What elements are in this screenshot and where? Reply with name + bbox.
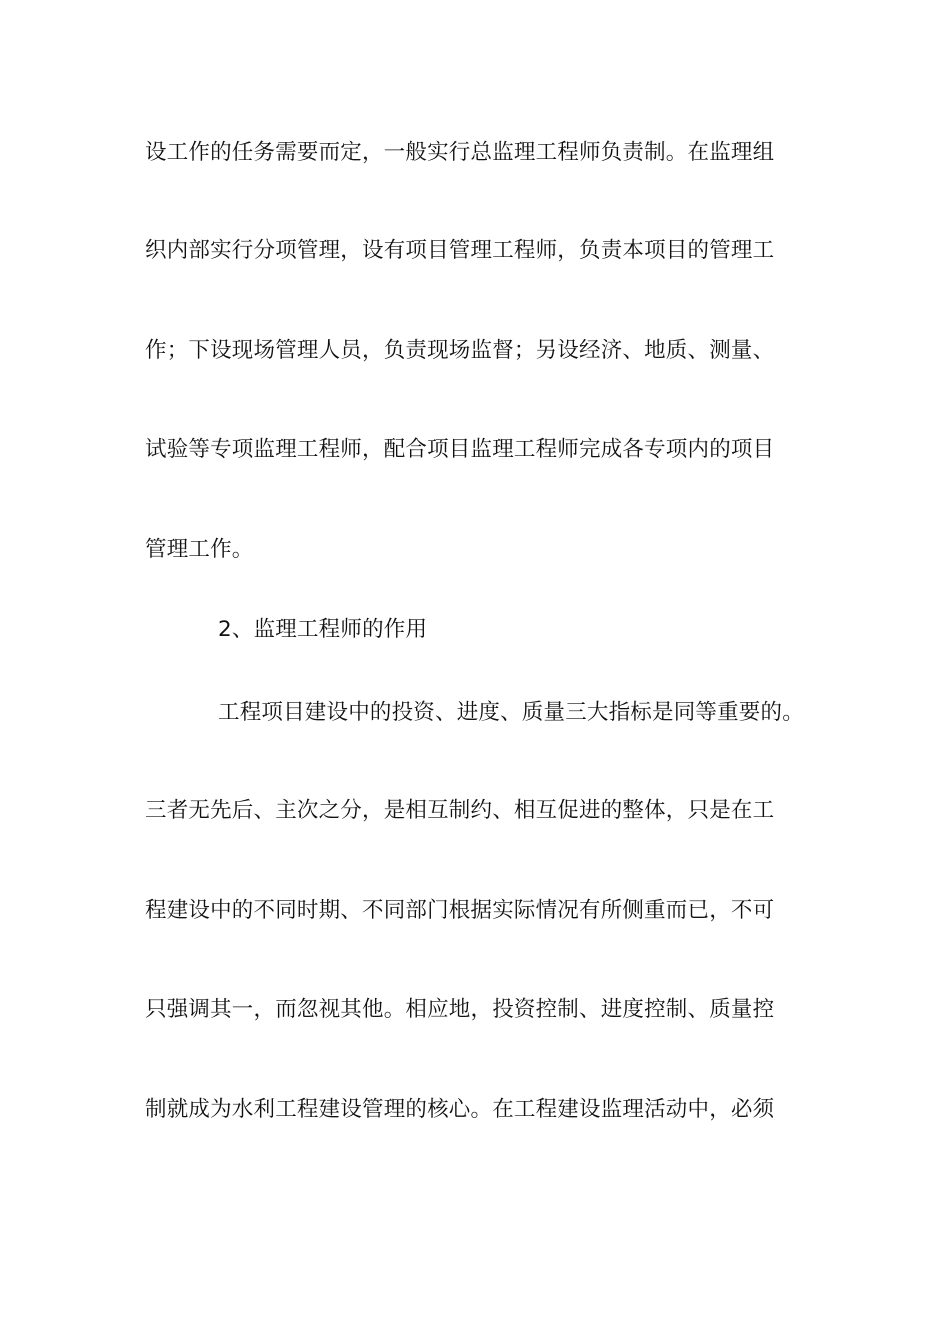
paragraph-1-line-2: 织内部实行分项管理，设有项目管理工程师，负责本项目的管理工 [145,238,775,263]
paragraph-2-line-4: 只强调其一，而忽视其他。相应地，投资控制、进度控制、质量控 [145,997,775,1022]
paragraph-1-line-3: 作；下设现场管理人员，负责现场监督；另设经济、地质、测量、 [145,338,775,363]
paragraph-2-line-2: 三者无先后、主次之分，是相互制约、相互促进的整体，只是在工 [145,798,775,823]
paragraph-2-line-1: 工程项目建设中的投资、进度、质量三大指标是同等重要的。 [218,700,804,725]
section-heading: 2、监理工程师的作用 [218,617,428,642]
paragraph-1-line-4: 试验等专项监理工程师，配合项目监理工程师完成各专项内的项目 [145,437,775,462]
paragraph-1-line-5: 管理工作。 [145,537,254,562]
paragraph-1-line-1: 设工作的任务需要而定，一般实行总监理工程师负责制。在监理组 [145,140,775,165]
paragraph-2-line-5: 制就成为水利工程建设管理的核心。在工程建设监理活动中，必须 [145,1097,775,1122]
paragraph-2-line-3: 程建设中的不同时期、不同部门根据实际情况有所侧重而已，不可 [145,898,775,923]
